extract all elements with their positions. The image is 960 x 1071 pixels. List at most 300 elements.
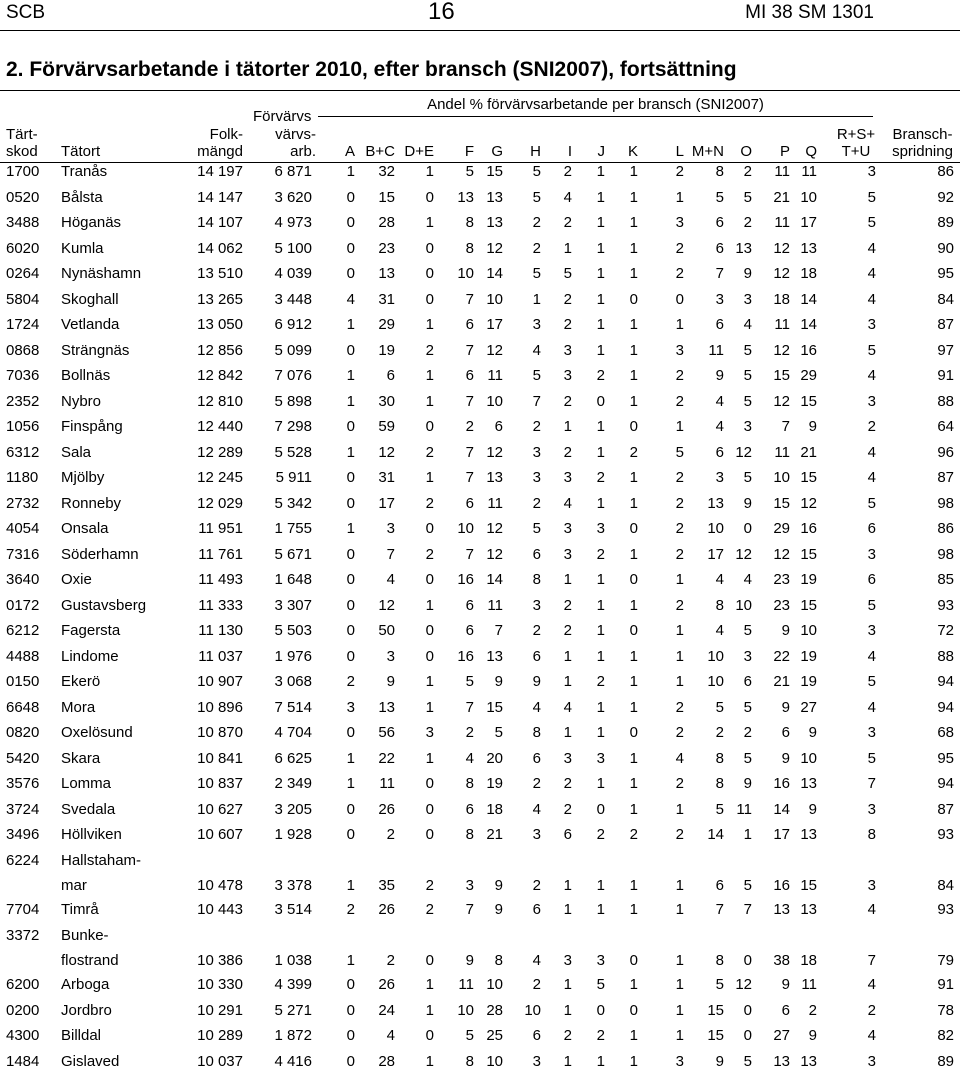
- row-sector-share: 0: [425, 775, 434, 792]
- row-sector-share: 17: [378, 494, 395, 512]
- row-sector-share: 1: [596, 163, 605, 180]
- row-name: Höganäs: [61, 214, 122, 231]
- row-sector-share: 2: [675, 367, 684, 384]
- row-sector-share: 12: [486, 545, 503, 563]
- row-sector-share: 4: [346, 290, 355, 308]
- row-sector-share: 10: [486, 1052, 503, 1070]
- row-employed: 5 503: [274, 622, 312, 639]
- row-population: 14 197: [197, 163, 243, 180]
- row-spread: 90: [937, 239, 954, 257]
- row-sector-share: 0: [346, 976, 355, 993]
- row-name: Svedala: [61, 800, 116, 818]
- row-sector-share: 1: [346, 367, 355, 384]
- row-sector-share: 1: [425, 596, 434, 614]
- row-sector-share: 2: [675, 545, 684, 563]
- row-sector-share: 5: [743, 341, 752, 359]
- row-code: 7036: [6, 367, 40, 384]
- row-rst-share: 5: [867, 596, 876, 614]
- row-sector-share: 0: [743, 1027, 752, 1044]
- row-sector-share: 2: [743, 214, 752, 231]
- row-sector-share: 1: [596, 596, 605, 614]
- row-sector-share: 4: [532, 952, 541, 969]
- row-sector-share: 26: [378, 800, 395, 818]
- row-employed: 4 039: [274, 265, 312, 282]
- row-sector-share: 2: [563, 1027, 572, 1044]
- row-code: 1180: [6, 469, 39, 486]
- row-sector-share: 27: [773, 1027, 790, 1044]
- row-spread: 94: [937, 673, 954, 690]
- row-sector-share: 5: [494, 724, 503, 741]
- row-sector-share: 8: [715, 952, 724, 969]
- row-sector-share: 3: [743, 647, 752, 665]
- row-sector-share: 1: [629, 901, 638, 918]
- row-employed: 6 625: [274, 749, 312, 767]
- row-sector-share: 6: [563, 826, 572, 843]
- row-sector-share: 15: [707, 1001, 724, 1019]
- row-sector-share: 2: [563, 800, 572, 818]
- row-sector-share: 2: [532, 418, 541, 435]
- row-name: Gustavsberg: [61, 596, 147, 614]
- row-sector-share: 12: [735, 443, 752, 461]
- row-population: 12 842: [197, 367, 243, 384]
- row-sector-share: 3: [675, 341, 684, 359]
- row-population: 10 478: [197, 877, 243, 894]
- row-sector-share: 14: [773, 800, 790, 818]
- row-sector-share: 0: [629, 290, 638, 308]
- row-sector-share: 6: [781, 1001, 790, 1019]
- row-sector-share: 0: [743, 520, 752, 537]
- row-sector-share: 13: [800, 239, 817, 257]
- row-sector-share: 5: [743, 749, 752, 767]
- row-sector-share: 23: [773, 596, 790, 614]
- row-population: 13 265: [197, 290, 243, 308]
- row-sector-share: 10: [486, 976, 503, 993]
- row-sector-share: 2: [425, 494, 434, 512]
- row-sector-share: 6: [465, 622, 474, 639]
- row-name: Vetlanda: [61, 316, 120, 333]
- row-sector-share: 1: [629, 214, 638, 231]
- row-code: 6020: [6, 239, 40, 257]
- row-employed: 5 099: [274, 341, 312, 359]
- row-code: 0200: [6, 1001, 40, 1019]
- row-sector-share: 2: [425, 443, 434, 461]
- row-sector-share: 2: [675, 265, 684, 282]
- row-employed: 1 038: [274, 952, 312, 969]
- row-sector-share: 1: [596, 494, 605, 512]
- header-code-line2: skod: [6, 143, 38, 160]
- header-sector: K: [627, 143, 638, 160]
- row-spread: 72: [937, 622, 954, 639]
- row-sector-share: 3: [532, 469, 541, 486]
- row-population: 12 289: [197, 443, 243, 461]
- row-sector-share: 9: [715, 1052, 724, 1070]
- row-sector-share: 15: [486, 163, 503, 180]
- row-sector-share: 3: [563, 520, 572, 537]
- row-sector-share: 6: [781, 724, 790, 741]
- row-sector-share: 5: [465, 163, 474, 180]
- row-sector-share: 7: [743, 901, 752, 918]
- row-sector-share: 17: [707, 545, 724, 563]
- row-sector-share: 2: [532, 239, 541, 257]
- row-sector-share: 0: [346, 826, 355, 843]
- row-sector-share: 0: [629, 520, 638, 537]
- publisher-label: SCB: [6, 2, 46, 23]
- row-sector-share: 4: [715, 571, 724, 588]
- row-sector-share: 3: [563, 341, 572, 359]
- page-title: 2. Förvärvsarbetande i tätorter 2010, efter bransch (SNI2007), fortsättning: [6, 58, 737, 81]
- row-sector-share: 6: [532, 647, 541, 665]
- row-sector-share: 23: [378, 239, 395, 257]
- row-employed: 5 911: [275, 469, 312, 486]
- row-sector-share: 13: [800, 901, 817, 918]
- row-sector-share: 28: [486, 1001, 503, 1019]
- row-sector-share: 15: [800, 469, 817, 486]
- row-sector-share: 0: [346, 1001, 355, 1019]
- row-employed: 5 671: [274, 545, 312, 563]
- row-name: Bunke-: [61, 927, 109, 944]
- row-spread: 84: [937, 290, 954, 308]
- row-sector-share: 28: [378, 1052, 395, 1070]
- row-sector-share: 1: [563, 1001, 572, 1019]
- row-sector-share: 2: [386, 826, 395, 843]
- row-sector-share: 59: [378, 418, 395, 435]
- header-spread-line2: spridning: [892, 143, 953, 160]
- row-sector-share: 5: [743, 1052, 752, 1070]
- row-sector-share: 1: [596, 724, 605, 741]
- row-employed: 6 912: [274, 316, 312, 333]
- row-sector-share: 5: [532, 367, 541, 384]
- row-sector-share: 2: [563, 290, 572, 308]
- row-sector-share: 1: [596, 239, 605, 257]
- row-sector-share: 56: [378, 724, 395, 741]
- row-code: 5804: [6, 290, 40, 308]
- row-sector-share: 0: [596, 1001, 605, 1019]
- row-name: Tranås: [61, 163, 108, 180]
- row-sector-share: 1: [629, 698, 638, 716]
- row-sector-share: 1: [563, 901, 572, 918]
- row-employed: 1 872: [274, 1027, 312, 1044]
- page-header: [0, 0, 960, 30]
- row-sector-share: 3: [532, 443, 541, 461]
- row-sector-share: 8: [715, 596, 724, 614]
- row-sector-share: 4: [715, 622, 724, 639]
- row-sector-share: 1: [675, 976, 684, 993]
- row-sector-share: 9: [532, 673, 541, 690]
- row-sector-share: 15: [800, 545, 817, 563]
- row-population: 12 245: [197, 469, 243, 486]
- header-pop-line2: mängd: [197, 143, 243, 160]
- row-sector-share: 13: [800, 826, 817, 843]
- row-sector-share: 2: [563, 596, 572, 614]
- row-sector-share: 7: [494, 622, 503, 639]
- row-sector-share: 8: [494, 952, 503, 969]
- row-sector-share: 2: [675, 494, 684, 512]
- row-sector-share: 1: [675, 800, 684, 818]
- row-sector-share: 5: [532, 163, 541, 180]
- row-employed: 2 349: [274, 775, 312, 792]
- row-spread: 96: [937, 443, 954, 461]
- row-sector-share: 1: [629, 163, 638, 180]
- row-name: Ekerö: [61, 673, 101, 690]
- row-sector-share: 6: [715, 214, 724, 231]
- row-sector-share: 1: [675, 952, 684, 969]
- row-sector-share: 16: [800, 520, 817, 537]
- row-rst-share: 3: [867, 163, 876, 180]
- row-sector-share: 11: [487, 367, 503, 384]
- row-employed: 1 755: [274, 520, 312, 537]
- row-name: Jordbro: [61, 1001, 112, 1019]
- row-sector-share: 9: [808, 418, 817, 435]
- row-sector-share: 2: [386, 952, 395, 969]
- row-sector-share: 5: [532, 265, 541, 282]
- row-sector-share: 12: [773, 239, 790, 257]
- row-code: 2732: [6, 494, 40, 512]
- row-sector-share: 1: [675, 571, 684, 588]
- row-population: 11 333: [198, 596, 243, 614]
- row-sector-share: 1: [629, 976, 638, 993]
- row-sector-share: 2: [532, 877, 541, 894]
- row-sector-share: 13: [773, 1052, 790, 1070]
- header-rule: [0, 30, 960, 31]
- row-spread: 68: [937, 724, 954, 741]
- row-spread: 89: [937, 1052, 954, 1070]
- row-sector-share: 3: [386, 520, 395, 537]
- row-sector-share: 18: [773, 290, 790, 308]
- row-sector-share: 19: [378, 341, 395, 359]
- row-sector-share: 12: [486, 520, 503, 537]
- row-sector-share: 5: [465, 673, 474, 690]
- row-sector-share: 6: [715, 316, 724, 333]
- row-sector-share: 1: [675, 647, 684, 665]
- row-code: 6648: [6, 698, 40, 716]
- row-code: 3372: [6, 927, 40, 944]
- row-sector-share: 13: [486, 647, 503, 665]
- row-spread: 89: [937, 214, 954, 231]
- row-rst-share: 3: [867, 316, 876, 333]
- header-sector: F: [464, 143, 474, 160]
- report-code: MI 38 SM 1301: [745, 2, 874, 23]
- row-sector-share: 11: [487, 494, 503, 512]
- row-name: Timrå: [61, 901, 99, 918]
- row-sector-share: 14: [486, 571, 503, 588]
- row-spread: 95: [937, 265, 954, 282]
- row-spread: 97: [937, 341, 954, 359]
- header-code-line1: Tärt-: [6, 126, 38, 143]
- row-sector-share: 12: [735, 976, 752, 993]
- header-spread-line1: Bransch-: [892, 126, 953, 143]
- row-sector-share: 15: [800, 392, 817, 410]
- row-sector-share: 1: [563, 571, 572, 588]
- row-sector-share: 2: [532, 976, 541, 993]
- row-sector-share: 1: [596, 775, 605, 792]
- row-sector-share: 2: [675, 775, 684, 792]
- row-name: Höllviken: [61, 826, 122, 843]
- row-name: Bollnäs: [61, 367, 111, 384]
- table-top-rule: [0, 90, 960, 91]
- header-sector: P: [779, 143, 790, 160]
- row-spread: 88: [937, 647, 954, 665]
- row-sector-share: 1: [425, 1001, 434, 1019]
- row-sector-share: 0: [346, 418, 355, 435]
- row-sector-share: 0: [346, 647, 355, 665]
- row-sector-share: 1: [596, 265, 605, 282]
- row-rst-share: 5: [867, 188, 876, 206]
- row-rst-share: 4: [867, 239, 876, 257]
- row-sector-share: 0: [425, 622, 434, 639]
- row-sector-share: 4: [532, 698, 541, 716]
- row-rst-share: 4: [867, 976, 876, 993]
- row-sector-share: 3: [425, 724, 434, 741]
- row-sector-share: 6: [532, 545, 541, 563]
- row-sector-share: 19: [800, 647, 817, 665]
- row-spread: 92: [937, 188, 954, 206]
- row-sector-share: 1: [346, 316, 355, 333]
- row-sector-share: 1: [563, 877, 572, 894]
- header-sector: B+C: [365, 143, 395, 160]
- row-spread: 87: [937, 316, 954, 333]
- row-code: 6224: [6, 852, 40, 869]
- row-sector-share: 8: [465, 1052, 474, 1070]
- row-rst-share: 5: [867, 341, 876, 359]
- row-sector-share: 7: [465, 341, 474, 359]
- row-employed: 3 205: [274, 800, 312, 818]
- row-sector-share: 1: [675, 188, 684, 206]
- row-population: 10 443: [197, 901, 243, 918]
- row-sector-share: 4: [715, 392, 724, 410]
- row-sector-share: 2: [675, 239, 684, 257]
- row-sector-share: 2: [425, 545, 434, 563]
- row-sector-share: 11: [774, 443, 790, 461]
- row-sector-share: 7: [386, 545, 395, 563]
- row-sector-share: 3: [563, 367, 572, 384]
- row-sector-share: 10: [800, 188, 817, 206]
- row-sector-share: 1: [563, 724, 572, 741]
- row-sector-share: 1: [629, 469, 638, 486]
- row-sector-share: 14: [800, 316, 817, 333]
- row-sector-share: 4: [386, 1027, 395, 1044]
- row-sector-share: 1: [596, 214, 605, 231]
- row-sector-share: 19: [486, 775, 503, 792]
- row-employed: 5 342: [274, 494, 312, 512]
- row-sector-share: 2: [596, 673, 605, 690]
- row-sector-share: 2: [465, 418, 474, 435]
- row-sector-share: 2: [675, 469, 684, 486]
- row-sector-share: 12: [486, 239, 503, 257]
- row-code: 0172: [6, 596, 40, 614]
- row-sector-share: 1: [563, 976, 572, 993]
- row-code: 0820: [6, 724, 40, 741]
- header-sector: G: [491, 143, 503, 160]
- row-code: 1724: [6, 316, 40, 333]
- row-code: 4300: [6, 1027, 40, 1044]
- row-sector-share: 13: [486, 214, 503, 231]
- row-sector-share: 10: [457, 265, 474, 282]
- row-sector-share: 4: [465, 749, 474, 767]
- row-spread: 88: [937, 392, 954, 410]
- row-sector-share: 3: [715, 469, 724, 486]
- row-population: 10 330: [197, 976, 243, 993]
- row-sector-share: 7: [465, 901, 474, 918]
- row-sector-share: 9: [808, 724, 817, 741]
- row-rst-share: 4: [867, 265, 876, 282]
- row-population: 12 810: [197, 392, 243, 410]
- row-sector-share: 1: [563, 418, 572, 435]
- row-name: Nybro: [61, 392, 102, 410]
- row-population: 10 291: [197, 1001, 243, 1019]
- row-sector-share: 12: [773, 265, 790, 282]
- row-sector-share: 1: [629, 239, 638, 257]
- row-code: 3496: [6, 826, 40, 843]
- row-sector-share: 21: [486, 826, 503, 843]
- row-code: 3640: [6, 571, 40, 588]
- row-sector-share: 10: [524, 1001, 541, 1019]
- row-name: Skoghall: [61, 290, 119, 308]
- row-rst-share: 4: [867, 290, 876, 308]
- row-sector-share: 3: [532, 1052, 541, 1070]
- row-sector-share: 5: [743, 392, 752, 410]
- row-spread: 87: [937, 800, 954, 818]
- row-sector-share: 0: [629, 418, 638, 435]
- row-employed: 5 100: [274, 239, 312, 257]
- row-sector-share: 1: [425, 1052, 434, 1070]
- row-sector-share: 15: [486, 698, 503, 716]
- row-population: 14 147: [197, 188, 243, 206]
- row-sector-share: 2: [532, 622, 541, 639]
- row-sector-share: 23: [773, 571, 790, 588]
- row-name: Fagersta: [61, 622, 121, 639]
- row-name: Skara: [61, 749, 101, 767]
- row-sector-share: 2: [675, 596, 684, 614]
- row-sector-share: 6: [465, 494, 474, 512]
- row-sector-share: 2: [743, 724, 752, 741]
- row-sector-share: 14: [707, 826, 724, 843]
- row-sector-share: 13: [378, 265, 395, 282]
- row-population: 10 870: [197, 724, 243, 741]
- row-sector-share: 11: [801, 976, 817, 993]
- row-sector-share: 1: [675, 418, 684, 435]
- row-sector-share: 2: [675, 698, 684, 716]
- row-rst-share: 4: [867, 367, 876, 384]
- row-sector-share: 5: [596, 976, 605, 993]
- row-sector-share: 11: [379, 775, 395, 792]
- row-sector-share: 1: [596, 418, 605, 435]
- row-sector-share: 5: [715, 698, 724, 716]
- row-population: 10 841: [197, 749, 243, 767]
- row-sector-share: 1: [425, 392, 434, 410]
- row-sector-share: 0: [425, 571, 434, 588]
- row-sector-share: 2: [596, 367, 605, 384]
- row-sector-share: 1: [629, 392, 638, 410]
- row-sector-share: 1: [596, 647, 605, 665]
- header-name: Tätort: [61, 143, 101, 160]
- header-share: Andel % förvärvsarbetande per bransch (SNI2007): [318, 96, 873, 113]
- row-sector-share: 0: [346, 800, 355, 818]
- row-sector-share: 2: [675, 392, 684, 410]
- row-rst-share: 3: [867, 622, 876, 639]
- row-sector-share: 10: [457, 520, 474, 537]
- row-name: Sala: [61, 443, 92, 461]
- row-sector-share: 10: [773, 469, 790, 486]
- row-sector-share: 9: [743, 775, 752, 792]
- row-code: 1056: [6, 418, 40, 435]
- row-sector-share: 50: [378, 622, 395, 639]
- row-sector-share: 26: [378, 901, 395, 918]
- row-spread: 98: [937, 545, 954, 563]
- row-rst-share: 2: [867, 418, 876, 435]
- row-sector-share: 6: [532, 901, 541, 918]
- row-sector-share: 7: [465, 545, 474, 563]
- row-code: 0150: [6, 673, 40, 690]
